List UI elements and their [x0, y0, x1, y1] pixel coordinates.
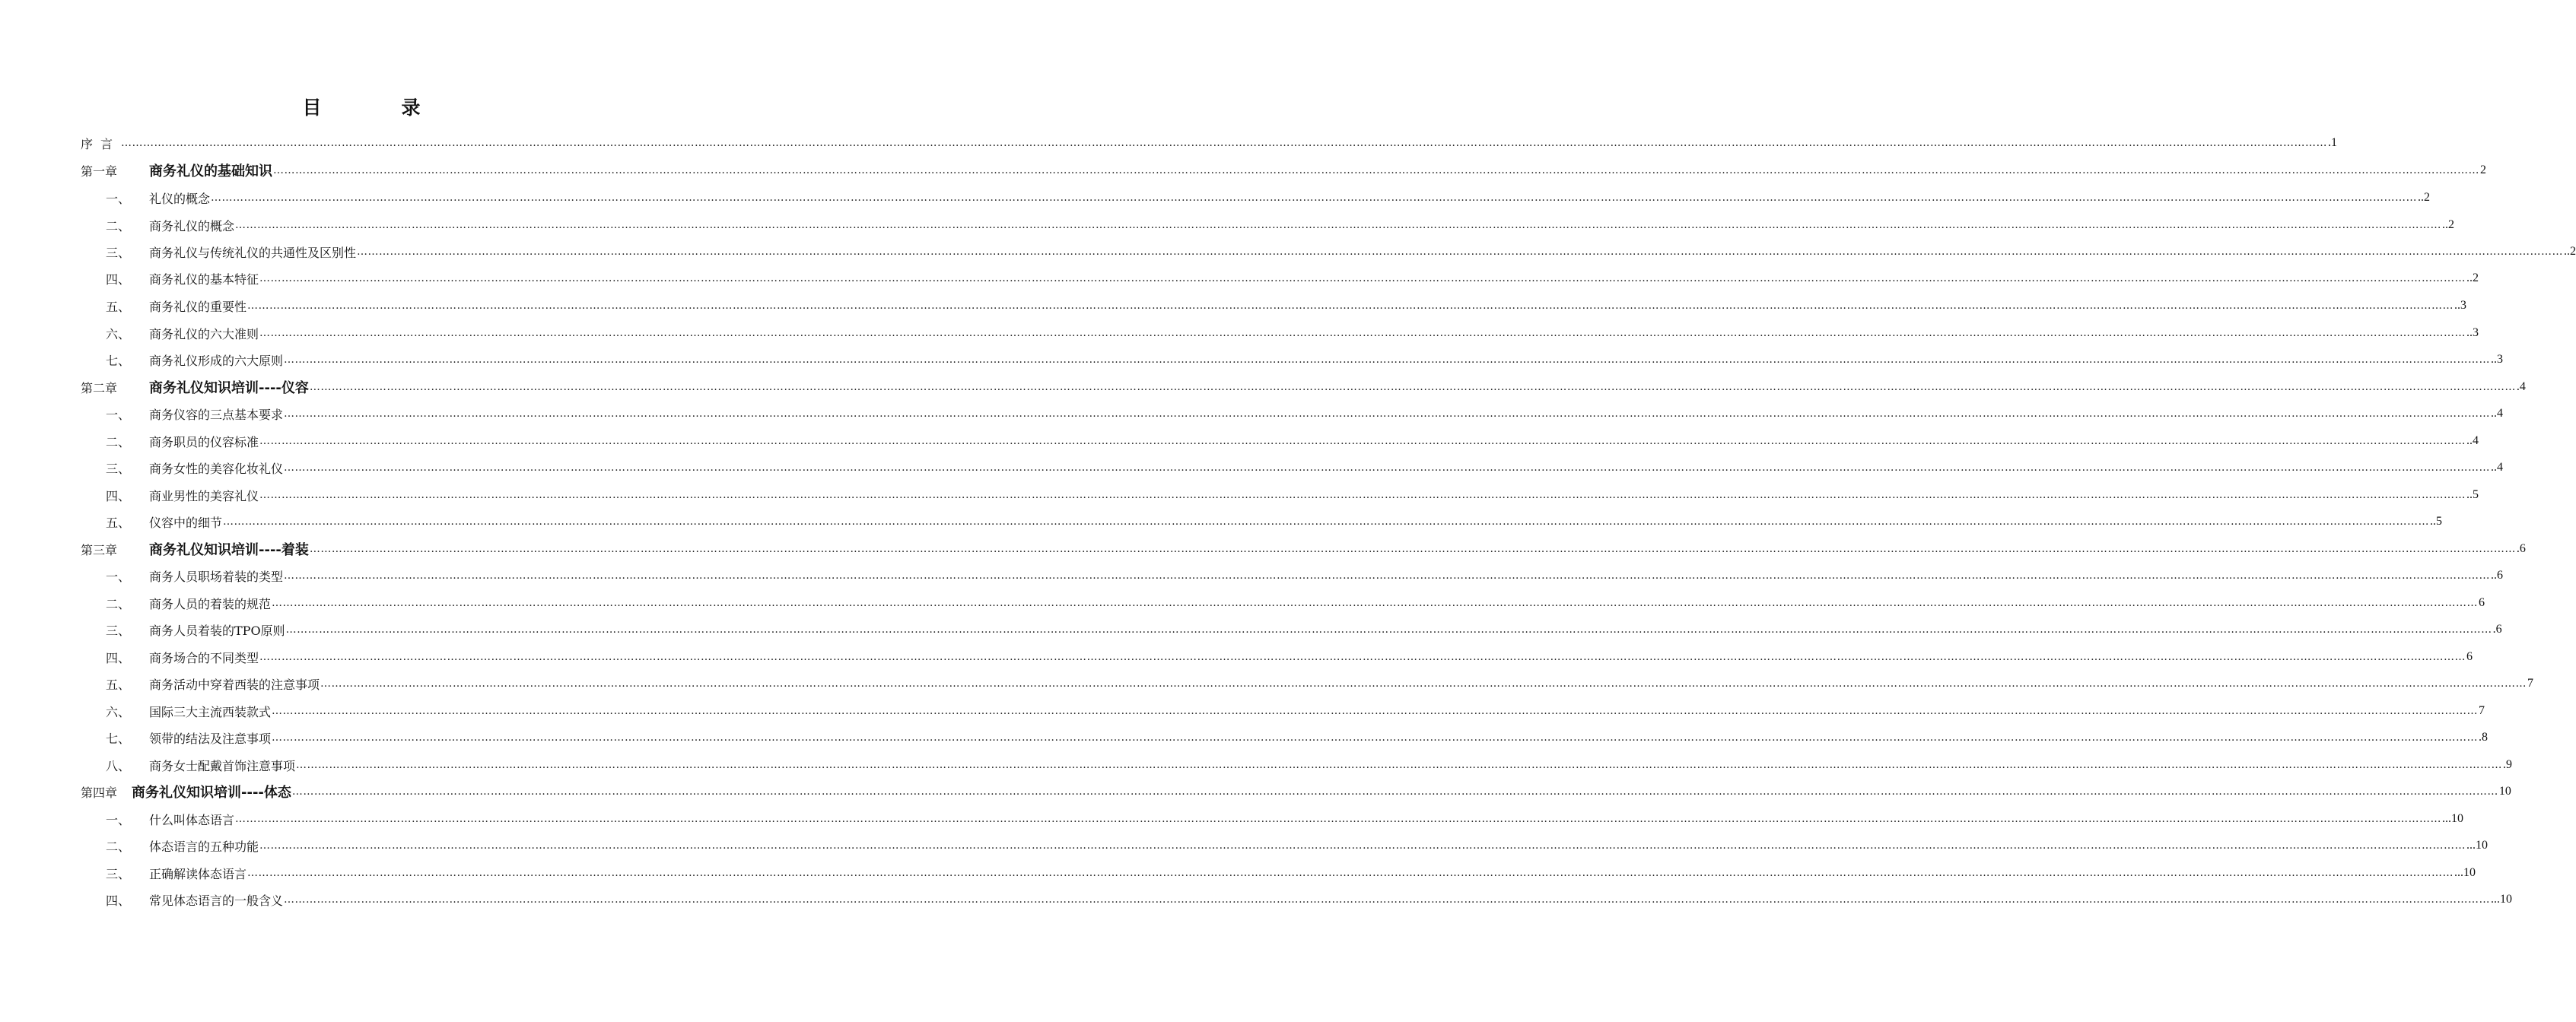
toc-section-entry — [81, 859, 2476, 887]
toc-entry-title: 商务活动中穿着西装的注意事项 — [149, 677, 320, 692]
toc-entry-title: 商务礼仪知识培训----仪容 — [149, 380, 309, 396]
dot-leader: …………………………………………………………………………………………………………………………………………………………………………………………………………………………………………………………………………………………………………………………………………………………………………………………………………………………………………………………………………………………………………………………………………………… — [320, 678, 2527, 690]
toc-entry-title: 国际三大主流西装款式 — [149, 704, 272, 719]
toc-entry-title: 商务人员的着装的规范 — [149, 596, 272, 611]
toc-section-entry — [81, 238, 2576, 265]
toc-entry-title: 商业男性的美容礼仪 — [149, 488, 259, 503]
page-title: 目 录 — [302, 97, 451, 119]
dot-leader: …………………………………………………………………………………………………………………………………………………………………………………………………………………………………………………………………………………………………………………………………………………………………………………………………………………………………………………………………………………………………………………………………………………… — [235, 813, 2442, 825]
toc-entry-number: 第二章 — [81, 380, 118, 395]
toc-page-number: ...10 — [2442, 812, 2464, 825]
toc-page-number: 7 — [2527, 677, 2534, 690]
toc-entry-number: 六、 — [106, 704, 131, 719]
toc-entry-title: 仪容中的细节 — [149, 515, 223, 530]
toc-entry-title: 商务礼仪的基本特征 — [149, 271, 259, 287]
toc-entry-title: 礼仪的概念 — [149, 191, 211, 206]
toc-page-number: ..2 — [2466, 271, 2479, 284]
toc-section-entry — [81, 265, 2479, 292]
toc-entry-title: 商务场合的不同类型 — [149, 650, 259, 665]
toc-entry-number: 七、 — [106, 731, 131, 746]
dot-leader: …………………………………………………………………………………………………………………………………………………………………………………………………………………………………………………………………………………………………………………………………………………………………………………………………………………………………………………………………………………………………………………………………………………… — [259, 489, 2466, 501]
dot-leader: …………………………………………………………………………………………………………………………………………………………………………………………………………………………………………………………………………………………………………………………………………………………………………………………………………………………………………………………………………………………………………………………………………………… — [259, 272, 2466, 284]
dot-leader: …………………………………………………………………………………………………………………………………………………………………………………………………………………………………………………………………………………………………………………………………………………………………………………………………………………………………………………………………………………………………………………………………………………… — [291, 786, 2498, 798]
dot-leader: …………………………………………………………………………………………………………………………………………………………………………………………………………………………………………………………………………………………………………………………………………………………………………………………………………………………………………………………………………………………………………………………………………………… — [296, 759, 2503, 771]
toc-entry-number: 八、 — [106, 758, 131, 773]
toc-entry-number: 一、 — [106, 812, 131, 827]
toc-page-number: ..3 — [2466, 326, 2479, 339]
toc-entry-number: 四、 — [106, 271, 131, 287]
toc-section-entry — [81, 400, 2504, 427]
toc-page-number: .1 — [2328, 136, 2338, 149]
toc-page-number: ...10 — [2491, 893, 2513, 906]
toc-page-number: ...10 — [2466, 839, 2489, 852]
toc-page-number: ..3 — [2454, 299, 2467, 312]
toc-entry-title: 商务礼仪知识培训----着装 — [149, 542, 309, 558]
toc-entry-title: 商务礼仪的重要性 — [149, 299, 247, 314]
toc-entry-number: 序言 — [81, 136, 121, 151]
toc-section-entry — [81, 724, 2489, 751]
toc-section-entry — [81, 481, 2479, 509]
toc-entry-title: 商务女士配戴首饰注意事项 — [149, 758, 296, 773]
toc-page-number: 6 — [2466, 650, 2473, 663]
toc-entry-number: 二、 — [106, 839, 131, 854]
toc-section-entry — [81, 346, 2504, 373]
toc-entry-title: 商务礼仪的六大准则 — [149, 326, 259, 341]
toc-page-number: ..4 — [2491, 407, 2504, 420]
toc-page-number: ..3 — [2491, 353, 2504, 366]
toc-entry-title: 常见体态语言的一般含义 — [149, 893, 284, 908]
dot-leader: …………………………………………………………………………………………………………………………………………………………………………………………………………………………………………………………………………………………………………………………………………………………………………………………………………………………………………………………………………………………………………………………………………………… — [259, 651, 2466, 663]
toc-section-entry — [81, 184, 2431, 211]
dot-leader: …………………………………………………………………………………………………………………………………………………………………………………………………………………………………………………………………………………………………………………………………………………………………………………………………………………………………………………………………………………………………………………………………………………… — [272, 732, 2479, 744]
toc-section-entry — [81, 292, 2467, 319]
toc-section-entry — [81, 319, 2479, 347]
toc-chapter-entry — [81, 373, 2526, 401]
toc-section-entry — [81, 508, 2443, 535]
toc-entry-number: 二、 — [106, 434, 131, 449]
toc-entry-number: 三、 — [106, 245, 131, 260]
toc-page-number: ..5 — [2466, 488, 2479, 501]
toc-page-number: ...10 — [2454, 866, 2476, 879]
toc-entry-number: 一、 — [106, 569, 131, 584]
toc-entry-title: 领带的结法及注意事项 — [149, 731, 272, 746]
toc-section-entry — [81, 616, 2502, 643]
toc-entry-title: 什么叫体态语言 — [149, 812, 235, 827]
toc-section-entry — [81, 751, 2513, 779]
toc-page-number: .9 — [2503, 758, 2513, 771]
toc-section-entry — [81, 832, 2489, 859]
dot-leader: …………………………………………………………………………………………………………………………………………………………………………………………………………………………………………………………………………………………………………………………………………………………………………………………………………………………………………………………………………………………………………………………………………………… — [284, 462, 2491, 474]
toc-entry-title: 商务礼仪的概念 — [149, 218, 235, 233]
toc-entry-title: 正确解读体态语言 — [149, 866, 247, 881]
dot-leader: …………………………………………………………………………………………………………………………………………………………………………………………………………………………………………………………………………………………………………………………………………………………………………………………………………………………………………………………………………………………………………………………………………………… — [247, 867, 2454, 879]
toc-section-entry — [81, 670, 2534, 697]
dot-leader: …………………………………………………………………………………………………………………………………………………………………………………………………………………………………………………………………………………………………………………………………………………………………………………………………………………………………………………………………………………………………………………………………………………… — [285, 624, 2492, 636]
dot-leader: …………………………………………………………………………………………………………………………………………………………………………………………………………………………………………………………………………………………………………………………………………………………………………………………………………………………………………………………………………………………………………………………………………………… — [247, 300, 2454, 312]
toc-section-entry — [81, 886, 2513, 913]
toc-entry-number: 第三章 — [81, 542, 118, 557]
toc-section-entry — [81, 697, 2485, 725]
toc-chapter-entry — [81, 535, 2526, 563]
toc-entry-title: 体态语言的五种功能 — [149, 839, 259, 854]
toc-page-number: ..2 — [2442, 218, 2455, 231]
dot-leader: …………………………………………………………………………………………………………………………………………………………………………………………………………………………………………………………………………………………………………………………………………………………………………………………………………………………………………………………………………………………………………………………………………………… — [259, 435, 2466, 447]
toc-entry-title: 商务礼仪形成的六大原则 — [149, 353, 284, 368]
toc-page-number: ..2 — [2418, 191, 2431, 204]
toc-chapter-entry — [81, 157, 2486, 184]
toc-entry-title: 商务职员的仪容标准 — [149, 434, 259, 449]
toc-entry-number: 三、 — [106, 866, 131, 881]
toc-section-entry — [81, 427, 2479, 455]
toc-entry-number: 四、 — [106, 488, 131, 503]
toc-entry-number: 第一章 — [81, 163, 118, 179]
toc-entry-number: 五、 — [106, 515, 131, 530]
toc-section-entry — [81, 211, 2455, 239]
dot-leader: …………………………………………………………………………………………………………………………………………………………………………………………………………………………………………………………………………………………………………………………………………………………………………………………………………………………………………………………………………………………………………………………………………………… — [357, 246, 2564, 258]
dot-leader: …………………………………………………………………………………………………………………………………………………………………………………………………………………………………………………………………………………………………………………………………………………………………………………………………………………………………………………………………………………………………………………………………………………… — [273, 164, 2479, 176]
toc-entry-number: 七、 — [106, 353, 131, 368]
toc-entry-title: 商务人员职场着装的类型 — [149, 569, 284, 584]
toc-page-number: 2 — [2480, 163, 2486, 176]
toc-entry-number: 五、 — [106, 299, 131, 314]
toc-entry-number: 二、 — [106, 218, 131, 233]
toc-page-number: .6 — [2516, 542, 2526, 555]
dot-leader: …………………………………………………………………………………………………………………………………………………………………………………………………………………………………………………………………………………………………………………………………………………………………………………………………………………………………………………………………………………………………………………………………………………… — [259, 327, 2466, 339]
dot-leader: …………………………………………………………………………………………………………………………………………………………………………………………………………………………………………………………………………………………………………………………………………………………………………………………………………………………………………………………………………………………………………………………………………………… — [223, 516, 2430, 528]
toc-page-number: .4 — [2516, 380, 2526, 393]
toc-page-number: ..2 — [2564, 245, 2576, 258]
toc-section-entry — [81, 643, 2473, 671]
toc-page-number: ..6 — [2491, 569, 2504, 582]
toc-entry-number: 五、 — [106, 677, 131, 692]
toc-section-entry — [81, 805, 2464, 833]
dot-leader: …………………………………………………………………………………………………………………………………………………………………………………………………………………………………………………………………………………………………………………………………………………………………………………………………………………………………………………………………………………………………………………………………………………… — [284, 570, 2491, 582]
toc-entry-number: 第四章 — [81, 785, 118, 800]
toc-page-number: .6 — [2492, 623, 2502, 636]
dot-leader: …………………………………………………………………………………………………………………………………………………………………………………………………………………………………………………………………………………………………………………………………………………………………………………………………………………………………………………………………………………………………………………………………………………… — [309, 381, 2516, 393]
toc-page-number: ..4 — [2491, 461, 2504, 474]
toc-section-entry — [81, 589, 2485, 617]
dot-leader: …………………………………………………………………………………………………………………………………………………………………………………………………………………………………………………………………………………………………………………………………………………………………………………………………………………………………………………………………………………………………………………………………………………… — [272, 705, 2479, 717]
toc-page-number: ..5 — [2430, 515, 2443, 528]
toc-preface-entry — [81, 129, 2338, 157]
toc-page-number: 6 — [2479, 596, 2485, 609]
toc-entry-title: 商务礼仪的基础知识 — [149, 163, 272, 179]
dot-leader: …………………………………………………………………………………………………………………………………………………………………………………………………………………………………………………………………………………………………………………………………………………………………………………………………………………………………………………………………………………………………………………………………………………… — [211, 192, 2418, 204]
toc-entry-number: 二、 — [106, 596, 131, 611]
toc-section-entry — [81, 454, 2504, 481]
toc-page-number: 7 — [2479, 704, 2485, 717]
dot-leader: …………………………………………………………………………………………………………………………………………………………………………………………………………………………………………………………………………………………………………………………………………………………………………………………………………………………………………………………………………………………………………………………………………………… — [284, 354, 2491, 366]
toc-section-entry — [81, 562, 2504, 589]
dot-leader: …………………………………………………………………………………………………………………………………………………………………………………………………………………………………………………………………………………………………………………………………………………………………………………………………………………………………………………………………………………………………………………………………………………… — [284, 408, 2491, 420]
dot-leader: …………………………………………………………………………………………………………………………………………………………………………………………………………………………………………………………………………………………………………………………………………………………………………………………………………………………………………………………………………………………………………………………………………………… — [121, 137, 2328, 149]
dot-leader: …………………………………………………………………………………………………………………………………………………………………………………………………………………………………………………………………………………………………………………………………………………………………………………………………………………………………………………………………………………………………………………………………………………… — [309, 543, 2516, 555]
toc-entry-number: 一、 — [106, 407, 131, 422]
toc-entry-number: 六、 — [106, 326, 131, 341]
toc-page-number: 10 — [2498, 785, 2511, 798]
toc-page-number: ..4 — [2466, 434, 2479, 447]
dot-leader: …………………………………………………………………………………………………………………………………………………………………………………………………………………………………………………………………………………………………………………………………………………………………………………………………………………………………………………………………………………………………………………………………………………… — [259, 840, 2466, 852]
toc-entry-title: 商务人员着装的TPO原则 — [149, 623, 285, 638]
toc-entry-number: 四、 — [106, 893, 131, 908]
dot-leader: …………………………………………………………………………………………………………………………………………………………………………………………………………………………………………………………………………………………………………………………………………………………………………………………………………………………………………………………………………………………………………………………………………………… — [284, 893, 2491, 906]
toc-entry-number: 一、 — [106, 191, 131, 206]
toc-entry-title: 商务女性的美容化妆礼仪 — [149, 461, 284, 476]
toc-entry-number: 三、 — [106, 461, 131, 476]
toc-page-number: .8 — [2479, 731, 2489, 744]
toc-entry-number: 四、 — [106, 650, 131, 665]
dot-leader: …………………………………………………………………………………………………………………………………………………………………………………………………………………………………………………………………………………………………………………………………………………………………………………………………………………………………………………………………………………………………………………………………………………… — [272, 597, 2479, 609]
toc-entry-title: 商务礼仪与传统礼仪的共通性及区别性 — [149, 245, 357, 260]
toc-entry-title: 商务仪容的三点基本要求 — [149, 407, 284, 422]
toc-entry-number: 三、 — [106, 623, 131, 638]
toc-chapter-entry — [81, 778, 2511, 805]
dot-leader: …………………………………………………………………………………………………………………………………………………………………………………………………………………………………………………………………………………………………………………………………………………………………………………………………………………………………………………………………………………………………………………………………………………… — [235, 219, 2442, 231]
toc-entry-title: 商务礼仪知识培训----体态 — [132, 785, 291, 801]
